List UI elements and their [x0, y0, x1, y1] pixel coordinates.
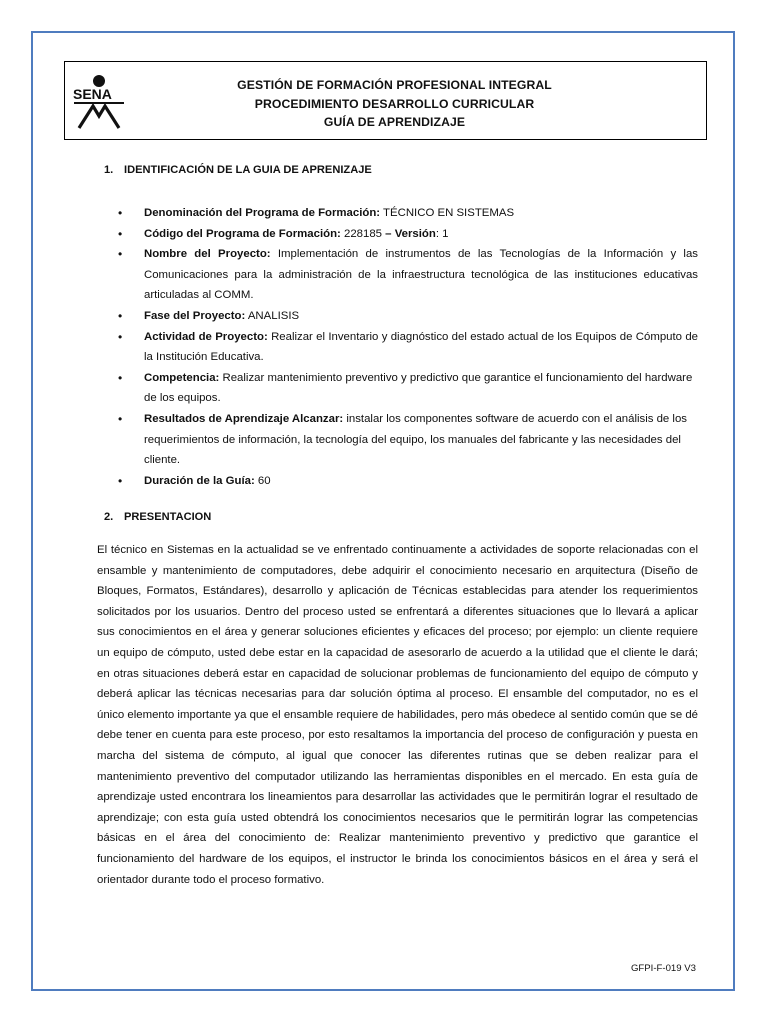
item-label: Competencia: — [144, 371, 220, 384]
item-label: Fase del Proyecto: — [144, 309, 246, 322]
header-line-2: PROCEDIMIENTO DESARROLLO CURRICULAR — [254, 96, 535, 111]
header-line-3: GUÍA DE APRENDIZAJE — [323, 115, 466, 130]
item-value: Realizar el Inventario y diagnóstico del estado actual de los Equipos de Cómputo de la Institución Educativa. — [144, 330, 698, 364]
section-1-title: IDENTIFICACIÓN DE LA GUIA DE APRENIZAJE — [124, 164, 372, 176]
item-value: ANALISIS — [245, 309, 300, 322]
section-2-title: PRESENTACION — [124, 511, 212, 523]
header-line-1: GESTIÓN DE FORMACIÓN PROFESIONAL INTEGRAL — [237, 78, 552, 92]
identification-list — [118, 203, 698, 491]
item-label: Código del Programa de Formación: — [144, 227, 341, 240]
item-value: Implementación de instrumentos de las Tecnologías de la Información y las Comunicaciones para la administración de la infraestructura tecnológica de las instituciones educativas articuladas al COMM. — [144, 248, 698, 302]
form-code: GFPI-F-019 V3 — [630, 963, 696, 974]
list-item — [118, 224, 698, 245]
list-item — [118, 244, 698, 306]
item-label: Duración de la Guía: — [144, 474, 255, 487]
list-item — [118, 306, 698, 327]
section-1-number: 1. — [104, 164, 114, 176]
header-titles — [65, 76, 706, 132]
list-item — [118, 327, 698, 368]
list-item — [118, 409, 698, 471]
item-value: 228185 — [340, 227, 383, 240]
item-value: instalar los componentes software de acuerdo con el análisis de los requerimientos de información, la tecnología del equipo, los manuales del fabricante y las necesidades del cliente. — [144, 412, 687, 467]
item-label: Resultados de Aprendizaje Alcanzar: — [144, 412, 344, 425]
presentation-paragraph: El técnico en Sistemas en la actualidad se ve enfrentado continuamente a actividades de soporte relacionadas con el ensamble y mantenimiento de computadores, debe adquirir el conocimiento necesario en arquitectura (Diseño de Bloques, Formatos, Estándares), desarrollo y aplicación de Técnicas establecidas para atender los requerimientos solicitados por los usuarios. Dentro del proceso usted se enfrentará a diferentes situaciones que lo llevará a aplicar sus conocimientos en el área y generar soluciones eficientes y eficaces del proceso; por ejemplo: un cliente requiere un equipo de cómputo, usted debe estar en la capacidad de asesorarlo de acuerdo a la utilidad que el cliente le dará; en otras situaciones deberá estar en capacidad de solucionar problemas de funcionamiento del equipo de cómputo y deberá aplicar las técnicas necesarias para dar solución óptima al proceso. El ensamble del computador, no es el único elemento importante ya que el ensamble requiere de habilidades, pero más obedece al sentido común que se dé debe tener en cuenta para este proceso, por esto resaltamos la importancia del proceso de configuración y puesta en marcha del sistema de cómputo, al igual que conocer las diferentes rutinas que se deben realizar para el mantenimiento preventivo del computador utilizando las herramientas disponibles en el mercado. En esta guía de aprendizaje usted encontrara los lineamientos para desarrollar las actividades que le permitirán lograr el resultado de aprendizaje; con esta guía usted obtendrá los conocimientos necesarios que le permitirán lograr las competencias básicas en el área del conocimiento de: Realizar mantenimiento preventivo y predictivo que garantice el funcionamiento del hardware de los equipos, el instructor le brinda los conocimientos básicos en el área y será el orientador durante todo el proceso formativo. — [97, 544, 698, 886]
item-value-2: : 1 — [435, 227, 449, 240]
list-item — [118, 471, 698, 492]
item-separator: – — [382, 227, 395, 240]
list-item — [118, 203, 698, 224]
document-header — [64, 61, 707, 140]
item-label: Nombre del Proyecto: — [144, 248, 271, 261]
item-value: 60 — [254, 474, 271, 487]
item-value: Realizar mantenimiento preventivo y predictivo que garantice el funcionamiento del hardware de los equipos. — [144, 371, 693, 405]
list-item — [118, 368, 698, 409]
section-2-number: 2. — [104, 511, 114, 523]
section-2-heading — [104, 511, 211, 523]
logo-text: SENA — [73, 86, 112, 102]
item-value: TÉCNICO EN SISTEMAS — [380, 207, 515, 219]
item-label: Denominación del Programa de Formación: — [144, 207, 381, 219]
item-label: Actividad de Proyecto: — [144, 330, 268, 343]
section-1-heading — [104, 164, 372, 176]
item-label-2: Versión — [394, 227, 436, 240]
